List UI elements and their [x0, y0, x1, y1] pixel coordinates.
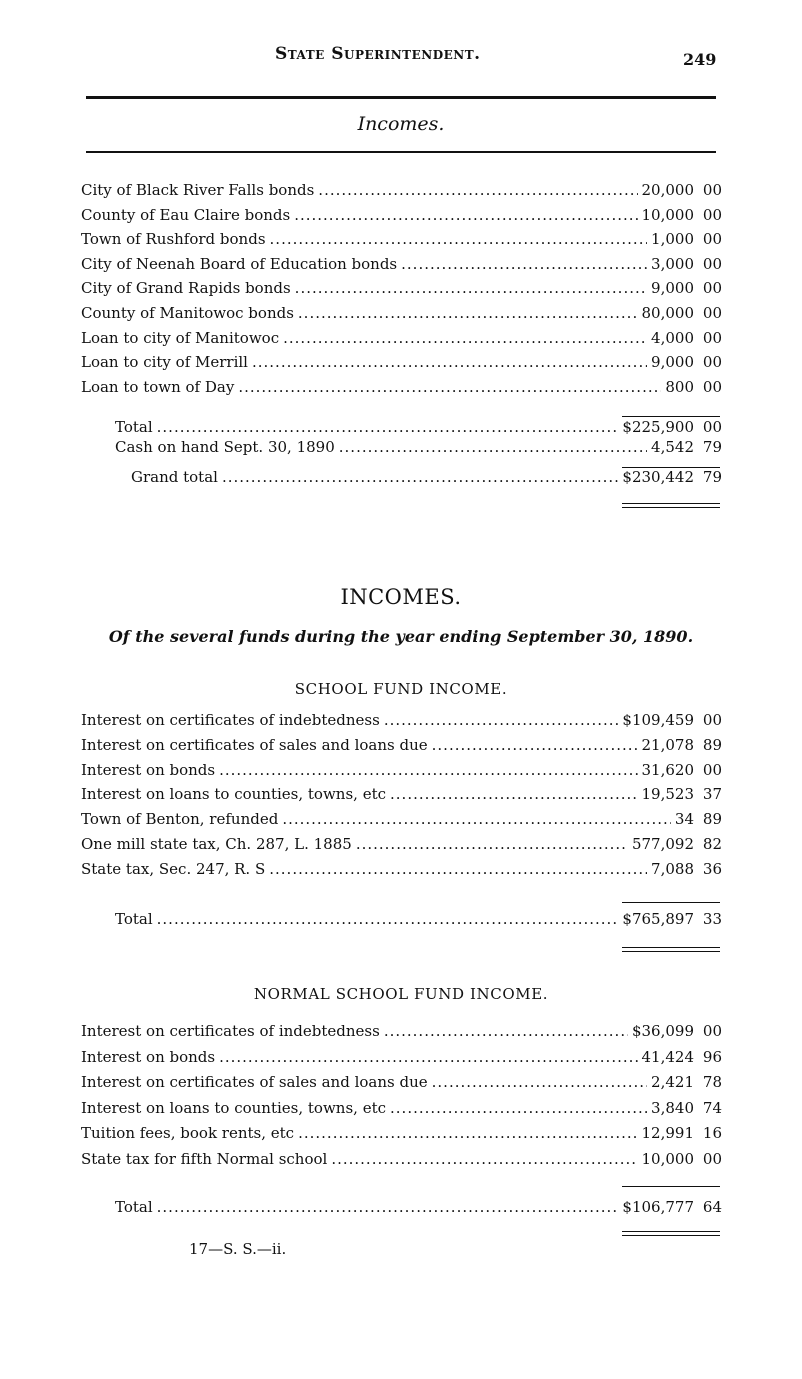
- row-label: City of Black River Falls bonds: [81, 181, 315, 199]
- dot-leader: [339, 438, 647, 456]
- dot-leader: [318, 181, 637, 199]
- row-amount: 10,000 00: [641, 1149, 722, 1168]
- dot-leader: [390, 785, 637, 803]
- dot-leader: [269, 860, 647, 878]
- heading-rule: [86, 151, 716, 153]
- dot-leader: [222, 468, 618, 486]
- normal-school-fund-row: [81, 1073, 722, 1097]
- row-amount: 9,000 00: [651, 353, 722, 372]
- row-amount: 1,000 00: [651, 230, 722, 249]
- double-rule-top: [622, 503, 720, 504]
- school-fund-row: [81, 810, 722, 834]
- row-label: Interest on loans to counties, towns, etc: [81, 785, 387, 804]
- dot-leader: [294, 206, 637, 224]
- dot-leader: [432, 736, 638, 754]
- dot-leader: [252, 353, 647, 371]
- normal-total-row: [115, 1198, 722, 1222]
- dot-leader: [298, 304, 638, 322]
- total-rule: [622, 416, 720, 417]
- cash-on-hand-label: Cash on hand Sept. 30, 1890: [115, 438, 335, 456]
- school-fund-row: [81, 860, 722, 884]
- dot-leader: [157, 418, 619, 436]
- row-amount: 7,088 36: [651, 859, 722, 878]
- row-label: Town of Rushford bonds: [81, 230, 266, 249]
- grand-total-label: Grand total: [131, 468, 218, 486]
- row-amount: 2,421 78: [651, 1073, 722, 1091]
- dot-leader: [356, 835, 628, 853]
- row-label: Loan to town of Day: [81, 377, 235, 396]
- row-label: State tax, Sec. 247, R. S: [81, 859, 266, 878]
- row-label: City of Grand Rapids bonds: [81, 279, 291, 298]
- row-label: County of Eau Claire bonds: [81, 205, 291, 224]
- dot-leader: [157, 910, 619, 928]
- incomes-total-amount: $225,900 00: [622, 418, 722, 436]
- dot-leader: [384, 1022, 628, 1040]
- school-fund-row: [81, 761, 722, 785]
- school-total-row: [115, 910, 722, 934]
- row-amount: 577,092 82: [631, 835, 722, 853]
- row-amount: 41,424 96: [641, 1047, 722, 1066]
- row-label: Loan to city of Manitowoc: [81, 328, 280, 347]
- cash-on-hand-amount: 4,542 79: [651, 438, 722, 456]
- row-amount: $36,099 00: [631, 1022, 722, 1040]
- school-fund-row: [81, 835, 722, 859]
- row-label: One mill state tax, Ch. 287, L. 1885: [81, 835, 352, 853]
- dot-leader: [219, 761, 637, 779]
- double-rule-top: [622, 1231, 720, 1232]
- incomes-row: [81, 206, 722, 230]
- normal-total-rule: [622, 1186, 720, 1187]
- incomes-section-title: INCOMES.: [340, 585, 462, 609]
- normal-total-label: Total: [115, 1198, 153, 1216]
- row-amount: 12,991 16: [641, 1124, 722, 1142]
- dot-leader: [157, 1198, 619, 1216]
- grand-total-row: [131, 468, 722, 492]
- double-rule-top: [622, 947, 720, 948]
- dot-leader: [331, 1150, 637, 1168]
- double-rule-bottom: [622, 1235, 720, 1236]
- incomes-row: [81, 304, 722, 328]
- normal-school-fund-heading: NORMAL SCHOOL FUND INCOME.: [253, 985, 549, 1003]
- dot-leader: [401, 255, 647, 273]
- school-fund-row: [81, 736, 722, 760]
- signature-mark: 17—S. S.—ii.: [189, 1240, 287, 1258]
- school-total-rule: [622, 902, 720, 903]
- row-label: Interest on certificates of indebtedness: [81, 711, 380, 729]
- dot-leader: [282, 810, 671, 828]
- incomes-table-heading: Incomes.: [357, 113, 445, 135]
- cash-on-hand-row: [115, 438, 722, 462]
- dot-leader: [270, 230, 648, 248]
- row-amount: 80,000 00: [641, 304, 722, 322]
- incomes-section-subtitle: Of the several funds during the year ending September 30, 1890.: [108, 627, 694, 646]
- row-amount: 20,000 00: [641, 181, 722, 199]
- normal-school-fund-row: [81, 1099, 722, 1123]
- row-amount: 4,000 00: [651, 328, 722, 347]
- incomes-row: [81, 329, 722, 353]
- row-amount: 21,078 89: [641, 735, 722, 754]
- row-label: State tax for fifth Normal school: [81, 1149, 328, 1168]
- school-total-label: Total: [115, 910, 153, 928]
- row-label: Interest on bonds: [81, 1047, 216, 1066]
- row-label: County of Manitowoc bonds: [81, 304, 294, 322]
- normal-school-fund-row: [81, 1150, 722, 1174]
- row-label: Interest on bonds: [81, 760, 216, 779]
- incomes-total-label: Total: [115, 418, 153, 436]
- school-fund-row: [81, 785, 722, 809]
- incomes-row: [81, 353, 722, 377]
- school-total-amount: $765,897 33: [622, 910, 722, 928]
- school-fund-row: [81, 711, 722, 735]
- row-amount: 9,000 00: [651, 279, 722, 298]
- row-amount: $109,459 00: [622, 711, 722, 729]
- normal-school-fund-row: [81, 1048, 722, 1072]
- dot-leader: [432, 1073, 647, 1091]
- row-label: Interest on loans to counties, towns, etc: [81, 1098, 387, 1117]
- grand-total-amount: $230,442 79: [622, 468, 722, 486]
- incomes-row: [81, 230, 722, 254]
- row-label: City of Neenah Board of Education bonds: [81, 254, 398, 273]
- page-number: 249: [683, 50, 717, 69]
- double-rule-bottom: [622, 951, 720, 952]
- normal-total-amount: $106,777 64: [622, 1198, 722, 1216]
- row-amount: 3,840 74: [651, 1098, 722, 1117]
- row-label: Tuition fees, book rents, etc: [81, 1124, 295, 1142]
- dot-leader: [283, 329, 647, 347]
- row-amount: 19,523 37: [641, 785, 722, 804]
- row-amount: 3,000 00: [651, 254, 722, 273]
- incomes-row: [81, 279, 722, 303]
- dot-leader: [384, 711, 619, 729]
- running-title: State Superintendent.: [275, 44, 481, 64]
- row-label: Interest on certificates of sales and loans due: [81, 735, 428, 754]
- header-rule: [86, 96, 716, 99]
- row-label: Interest on certificates of indebtedness: [81, 1022, 380, 1040]
- incomes-row: [81, 378, 722, 402]
- row-label: Interest on certificates of sales and loans due: [81, 1073, 428, 1091]
- row-amount: 10,000 00: [641, 205, 722, 224]
- dot-leader: [238, 378, 661, 396]
- dot-leader: [295, 279, 647, 297]
- double-rule-bottom: [622, 507, 720, 508]
- row-label: Loan to city of Merrill: [81, 353, 248, 372]
- normal-school-fund-row: [81, 1124, 722, 1148]
- incomes-row: [81, 255, 722, 279]
- row-amount: 31,620 00: [641, 760, 722, 779]
- row-amount: 800 00: [665, 377, 722, 396]
- school-fund-heading: SCHOOL FUND INCOME.: [294, 680, 508, 698]
- normal-school-fund-row: [81, 1022, 722, 1046]
- dot-leader: [219, 1048, 637, 1066]
- dot-leader: [390, 1099, 647, 1117]
- row-amount: 34 89: [674, 810, 722, 829]
- running-head: [0, 44, 802, 74]
- incomes-row: [81, 181, 722, 205]
- dot-leader: [298, 1124, 637, 1142]
- row-label: Town of Benton, refunded: [81, 810, 279, 829]
